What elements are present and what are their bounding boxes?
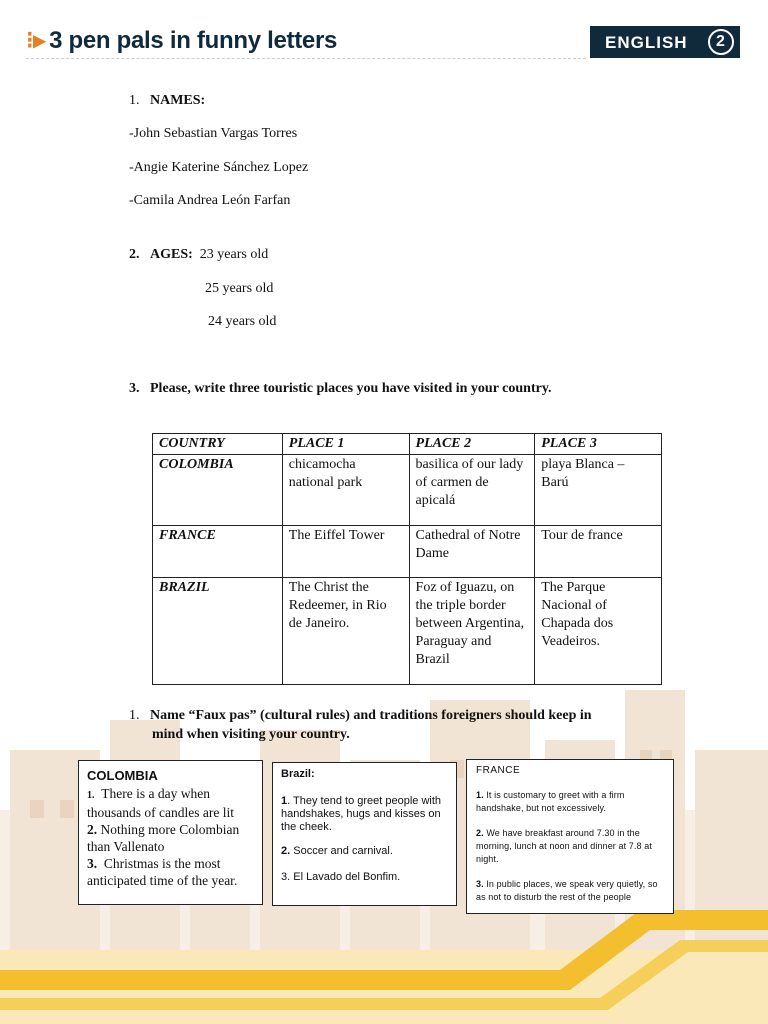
table-header-cell: PLACE 3 xyxy=(535,434,662,455)
table-cell: The Christ the Redeemer, in Rio de Janeiro. xyxy=(282,578,409,685)
table-header-row xyxy=(153,434,662,455)
question-3-text: Please, write three touristic places you have visited in your country. xyxy=(150,381,552,396)
question-4-line1: Name “Faux pas” (cultural rules) and traditions foreigners should keep in xyxy=(150,708,592,723)
touristic-places-table xyxy=(152,433,662,685)
names-heading-text: NAMES: xyxy=(150,93,206,108)
table-header-cell: PLACE 1 xyxy=(282,434,409,455)
name-item: -Camila Andrea León Farfan xyxy=(129,193,291,208)
table-row xyxy=(153,455,662,526)
table-cell: chicamocha national park xyxy=(282,455,409,526)
ages-heading xyxy=(129,247,268,263)
item-text: Christmas is the most anticipated time of the year. xyxy=(87,856,238,888)
name-item: -John Sebastian Vargas Torres xyxy=(129,126,298,141)
page-title-text: 3 pen pals in funny letters xyxy=(49,27,338,54)
age-item: 24 years old xyxy=(208,314,277,329)
item-text: We have breakfast around 7.30 in the morning, lunch at noon and dinner at 7.8 at night. xyxy=(476,828,652,864)
question-4 xyxy=(129,708,592,724)
table-header-cell: PLACE 2 xyxy=(409,434,535,455)
ages-heading-text: AGES: xyxy=(150,247,193,262)
table-row xyxy=(153,578,662,685)
item-number: 3. xyxy=(87,856,98,871)
item-number: 3. xyxy=(476,879,484,889)
table-cell: The Eiffel Tower xyxy=(282,526,409,578)
table-cell-country: COLOMBIA xyxy=(153,455,283,526)
item-text: It is customary to greet with a firm handshake, but not excessively. xyxy=(476,790,625,813)
list-item xyxy=(87,785,254,821)
item-number: 1. xyxy=(87,790,95,801)
question-3 xyxy=(129,381,552,397)
table-header-cell: COUNTRY xyxy=(153,434,283,455)
names-number: 1. xyxy=(129,93,140,108)
list-item xyxy=(476,878,664,904)
question-4-line2: mind when visiting your country. xyxy=(152,727,350,742)
table-row xyxy=(153,526,662,578)
item-number: 2. xyxy=(87,822,98,837)
item-text: 3. El Lavado del Bonfim. xyxy=(281,871,401,883)
badge-number: 2 xyxy=(708,29,734,55)
colombia-box-title: COLOMBIA xyxy=(87,768,158,783)
english-level-badge xyxy=(590,26,740,58)
table-cell: playa Blanca – Barú xyxy=(535,455,662,526)
list-item xyxy=(476,827,664,866)
age-item: 25 years old xyxy=(205,281,274,296)
item-number: 1. xyxy=(476,790,484,800)
item-text: There is a day when thousands of candles are lit xyxy=(87,786,234,820)
table-cell-country: FRANCE xyxy=(153,526,283,578)
ages-number: 2. xyxy=(129,247,140,262)
list-item xyxy=(281,795,448,834)
table-cell: basilica of our lady of carmen de apicalá xyxy=(409,455,535,526)
age-item: 23 years old xyxy=(199,247,269,262)
list-item xyxy=(281,845,448,858)
table-cell-country: BRAZIL xyxy=(153,578,283,685)
table-cell: Cathedral of Notre Dame xyxy=(409,526,535,578)
item-text: Nothing more Colombian than Vallenato xyxy=(87,822,240,854)
question-4-number: 1. xyxy=(129,708,140,723)
table-cell: The Parque Nacional of Chapada dos Veadeiros. xyxy=(535,578,662,685)
item-number: 1 xyxy=(281,795,288,807)
table-cell: Foz of Iguazu, on the triple border between Argentina, Paraguay and Brazil xyxy=(409,578,535,685)
table-cell: Tour de france xyxy=(535,526,662,578)
brazil-traditions-box xyxy=(272,762,457,906)
item-text: . They tend to greet people with handshakes, hugs and kisses on the cheek. xyxy=(281,795,442,833)
list-item xyxy=(281,871,448,884)
france-traditions-box xyxy=(466,759,674,914)
list-item xyxy=(476,789,664,815)
question-3-number: 3. xyxy=(129,381,140,396)
badge-label: ENGLISH xyxy=(605,33,688,52)
item-number: 2. xyxy=(281,845,291,857)
list-item xyxy=(87,855,254,889)
item-number: 2. xyxy=(476,828,484,838)
item-text: Soccer and carnival. xyxy=(293,845,393,857)
item-text: In public places, we speak very quietly, so as not to disturb the rest of the people xyxy=(476,879,658,902)
france-box-title: FRANCE xyxy=(476,765,521,776)
page-title xyxy=(26,26,337,55)
title-bullet-icon: ⁝▸ xyxy=(26,27,46,54)
names-heading xyxy=(129,93,205,109)
brazil-box-title: Brazil: xyxy=(281,768,315,780)
colombia-traditions-box xyxy=(78,760,263,905)
header-divider xyxy=(26,58,586,59)
list-item xyxy=(87,821,254,855)
name-item: -Angie Katerine Sánchez Lopez xyxy=(129,160,309,175)
